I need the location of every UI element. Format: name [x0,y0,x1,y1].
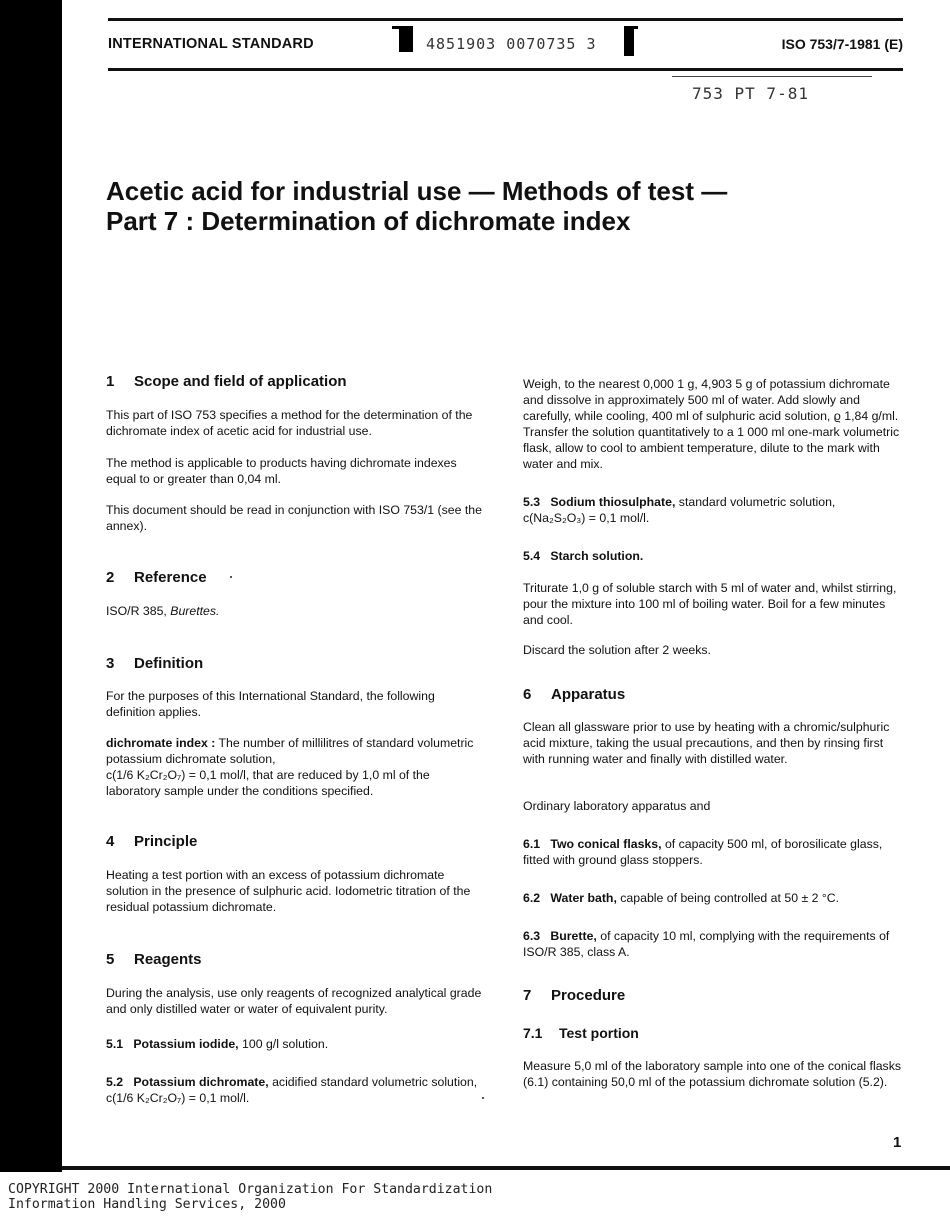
item-6-1: 6.1 Two conical flasks, of capacity 500 ml, of borosilicate glass, fitted with ground glass stoppers. [523,837,883,867]
section-5-para-1: During the analysis, use only reagents of recognized analytical grade and only distilled water or water of equivalent purity. [106,986,482,1016]
header-right-block [624,26,634,56]
header-iso-number: ISO 753/7-1981 (E) [781,36,903,52]
discard-paragraph: Discard the solution after 2 weeks. [523,643,711,657]
section-4-heading: 4 Principle [106,833,198,850]
page-number: 1 [893,1134,902,1151]
starch-paragraph: Triturate 1,0 g of soluble starch with 5 ml of water and, whilst stirring, pour the mixture into 100 ml of boiling water. Boil for a few minutes and cool. [523,581,897,627]
section-3-heading: 3 Definition [106,655,204,672]
copyright-footer [8,1182,492,1212]
document-title [106,176,727,236]
header-subcode: 753 PT 7-81 [692,84,809,103]
header-left-block-cap [392,26,413,29]
header-bottom-rule [108,68,903,71]
section-2-heading: 2 Reference [106,569,207,586]
scan-speck [482,1097,484,1099]
item-6-3: 6.3 Burette, of capacity 10 ml, complying with the requirements of ISO/R 385, class A. [523,929,890,959]
section-1-para-3: This document should be read in conjunction with ISO 753/1 (see the annex). [106,503,482,533]
item-6-2: 6.2 Water bath, capable of being controlled at 50 ± 2 °C. [523,891,840,905]
section-6-para-1: Clean all glassware prior to use by heating with a chromic/sulphuric acid mixture, taking the usual precautions, and then by rinsing first with running water and finally with distilled water. [523,720,890,766]
item-5-4: 5.4 Starch solution. [523,549,644,563]
header-standard-label: INTERNATIONAL STANDARD [108,36,314,52]
weighing-paragraph: Weigh, to the nearest 0,000 1 g, 4,903 5 g of potassium dichromate and dissolve in approximately 500 ml of water. Add slowly and carefully, while cooling, 400 ml of sulphuric acid solution, ϱ 1,84 g/ml. Transfer the solution quantitatively to a 1 000 ml one-mark volumetric flask, allow to cool to ambient temperature, dilute to the mark with water and mix. [523,377,900,471]
subcode-rule [672,76,872,77]
section-1-heading: 1 Scope and field of application [106,373,347,390]
scan-edge-bar [0,0,62,1172]
page-bottom-rule [62,1166,950,1170]
section-5-heading: 5 Reagents [106,951,202,968]
section-1-para-2: The method is applicable to products having dichromate indexes equal to or greater than 0,04 ml. [106,456,457,486]
header-top-rule [108,18,903,21]
section-7-heading: 7 Procedure [523,987,626,1004]
section-6-para-2: Ordinary laboratory apparatus and [523,799,711,813]
title-line-2: Part 7 : Determination of dichromate index [106,206,631,236]
header-right-block-cap [624,26,638,29]
section-7-1-para: Measure 5,0 ml of the laboratory sample into one of the conical flasks (6.1) containing 50,0 ml of the potassium dichromate solution (5.2). [523,1059,901,1089]
section-1-para-1: This part of ISO 753 specifies a method for the determination of the dichromate index of acetic acid for industrial use. [106,408,473,438]
title-line-1: Acetic acid for industrial use — Methods of test — [106,176,728,206]
header-code: 4851903 0070735 3 [426,35,597,53]
section-2-reference: ISO/R 385, Burettes. [106,604,220,618]
item-5-2: 5.2 Potassium dichromate, acidified standard volumetric solution, c(1/6 K₂Cr₂O₇) = 0,1 mol/l. [106,1075,478,1105]
header-left-block [399,26,413,52]
footer-line-1: COPYRIGHT 2000 International Organization For Standardization [8,1182,493,1197]
section-6-heading: 6 Apparatus [523,686,626,703]
subsection-7-1-heading: 7.1 Test portion [523,1025,639,1041]
item-5-3: 5.3 Sodium thiosulphate, standard volumetric solution, c(Na₂S₂O₃) = 0,1 mol/l. [523,495,836,525]
section-4-para-1: Heating a test portion with an excess of potassium dichromate solution in the presence of sulphuric acid. Iodometric titration of the residual potassium dichromate. [106,868,471,914]
scan-speck [230,576,232,578]
section-3-definition: dichromate index : The number of millilitres of standard volumetric potassium dichromate solution, c(1/6 K₂Cr₂O₇) = 0,1 mol/l, that are reduced by 1,0 ml of the laboratory sample under the conditions specified. [106,736,474,798]
footer-line-2: Information Handling Services, 2000 [8,1197,286,1212]
item-5-1: 5.1 Potassium iodide, 100 g/l solution. [106,1037,329,1051]
section-3-para-1: For the purposes of this International Standard, the following definition applies. [106,689,435,719]
